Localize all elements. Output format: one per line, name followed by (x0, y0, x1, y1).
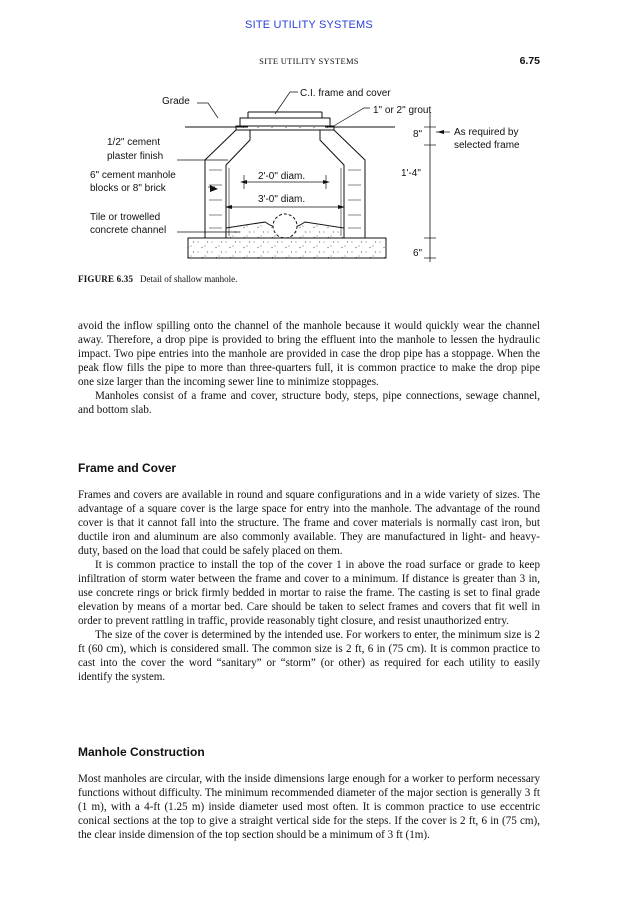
bottom-slab (188, 238, 386, 258)
heading-frame-cover: Frame and Cover (78, 461, 177, 475)
intro-text (78, 319, 540, 417)
label-blocks-1: 6" cement manhole (90, 170, 176, 181)
label-diam-bottom: 3'-0" diam. (258, 194, 306, 205)
frame-cover-text (78, 488, 540, 684)
page-number: 6.75 (519, 55, 540, 67)
caption-text: Detail of shallow manhole. (139, 274, 238, 284)
label-channel-2: concrete channel (90, 225, 167, 236)
page-header-title: SITE UTILITY SYSTEMS (259, 56, 359, 66)
grout-bed (236, 126, 334, 130)
label-as-required-2: selected frame (454, 140, 520, 151)
manhole-construction-text (78, 772, 540, 842)
label-dim-14: 1'-4" (401, 168, 421, 179)
label-as-required-1: As required by (454, 127, 519, 138)
leader-grade (197, 103, 218, 118)
leader-grout (332, 108, 370, 127)
label-dim-6: 6" (413, 248, 423, 259)
running-head: SITE UTILITY SYSTEMS (245, 19, 373, 31)
label-blocks-2: blocks or 8" brick (90, 183, 166, 194)
paragraph: It is common practice to install the top of the cover 1 in above the road surface or grade to keep infiltration of storm water between the frame and cover to a minimum. If distance is greater than 3 in, use concrete rings or brick firmly bedded in mortar to raise the frame. The casting is set to final grade elevation by means of a mortar bed. Care should be taken to select frames and covers that fit well in order to prevent rattling in traffic, provide reasonably tight closure, and resist unauthorized entry. (78, 559, 540, 627)
label-plaster-2: plaster finish (107, 151, 164, 162)
label-channel-1: Tile or trowelled (90, 212, 161, 223)
pipe-section (273, 214, 297, 238)
label-dim-8: 8" (413, 129, 423, 140)
label-grade: Grade (162, 96, 190, 107)
paragraph: Most manholes are circular, with the inside dimensions large enough for a worker to perform necessary functions without difficulty. The minimum recommended diameter of the major section is generally 3 ft (1 m), with a 4-ft (1.25 m) inside diameter used most often. It is common practice to use eccentric conical sections at the top to give a straight vertical side for the steps. If the cover is 2 ft, 6 in (75 cm), the clear inside dimension of the top section should be a minimum of 3 ft (1m). (78, 773, 540, 841)
paragraph: avoid the inflow spilling onto the channel of the manhole because it would quickly wear the channel away. Therefore, a drop pipe is provided to bring the effluent into the manhole to lessen the hydraulic impact. Two pipe entries into the manhole are provided in case the drop pipe has a stoppage. When the peak flow fills the pipe to more than three-quarters full, it is common practice to make the drop pipe one size larger than the incoming sewer line to minimize stoppages. (78, 320, 540, 388)
paragraph: Frames and covers are available in round and square configurations and in a wide variety of sizes. The advantage of a square cover is the large space for entry into the manhole. The advantage of the round cover is that it cannot fall into the structure. The frame and cover materials is normally cast iron, but ductile iron and aluminum are also commonly available. They are manufactured in light- and heavy-duty, based on the load that could be safely placed on them. (78, 489, 540, 557)
right-wall (320, 130, 365, 238)
label-diam-top: 2'-0" diam. (258, 171, 306, 182)
paragraph: Manholes consist of a frame and cover, structure body, steps, pipe connections, sewage channel, and bottom slab. (78, 390, 540, 416)
figure-caption (78, 274, 237, 284)
manhole-detail-figure (0, 0, 618, 272)
paragraph: The size of the cover is determined by the intended use. For workers to enter, the minimum size is 2 ft (60 cm), which is considered small. The common size is 2 ft, 6 in (75 cm). It is common practice to cast into the cover the word “sanitary” or “storm” (or other) as required for each utility to easily identify the system. (78, 629, 540, 683)
caption-label: FIGURE 6.35 (78, 274, 134, 284)
left-wall (205, 130, 250, 238)
leader-frame (275, 92, 298, 114)
heading-manhole-construction: Manhole Construction (78, 745, 205, 759)
label-grout: 1" or 2" grout (373, 105, 432, 116)
label-frame-cover: C.I. frame and cover (300, 88, 391, 99)
frame-cover (240, 118, 330, 126)
label-plaster-1: 1/2" cement (107, 137, 161, 148)
